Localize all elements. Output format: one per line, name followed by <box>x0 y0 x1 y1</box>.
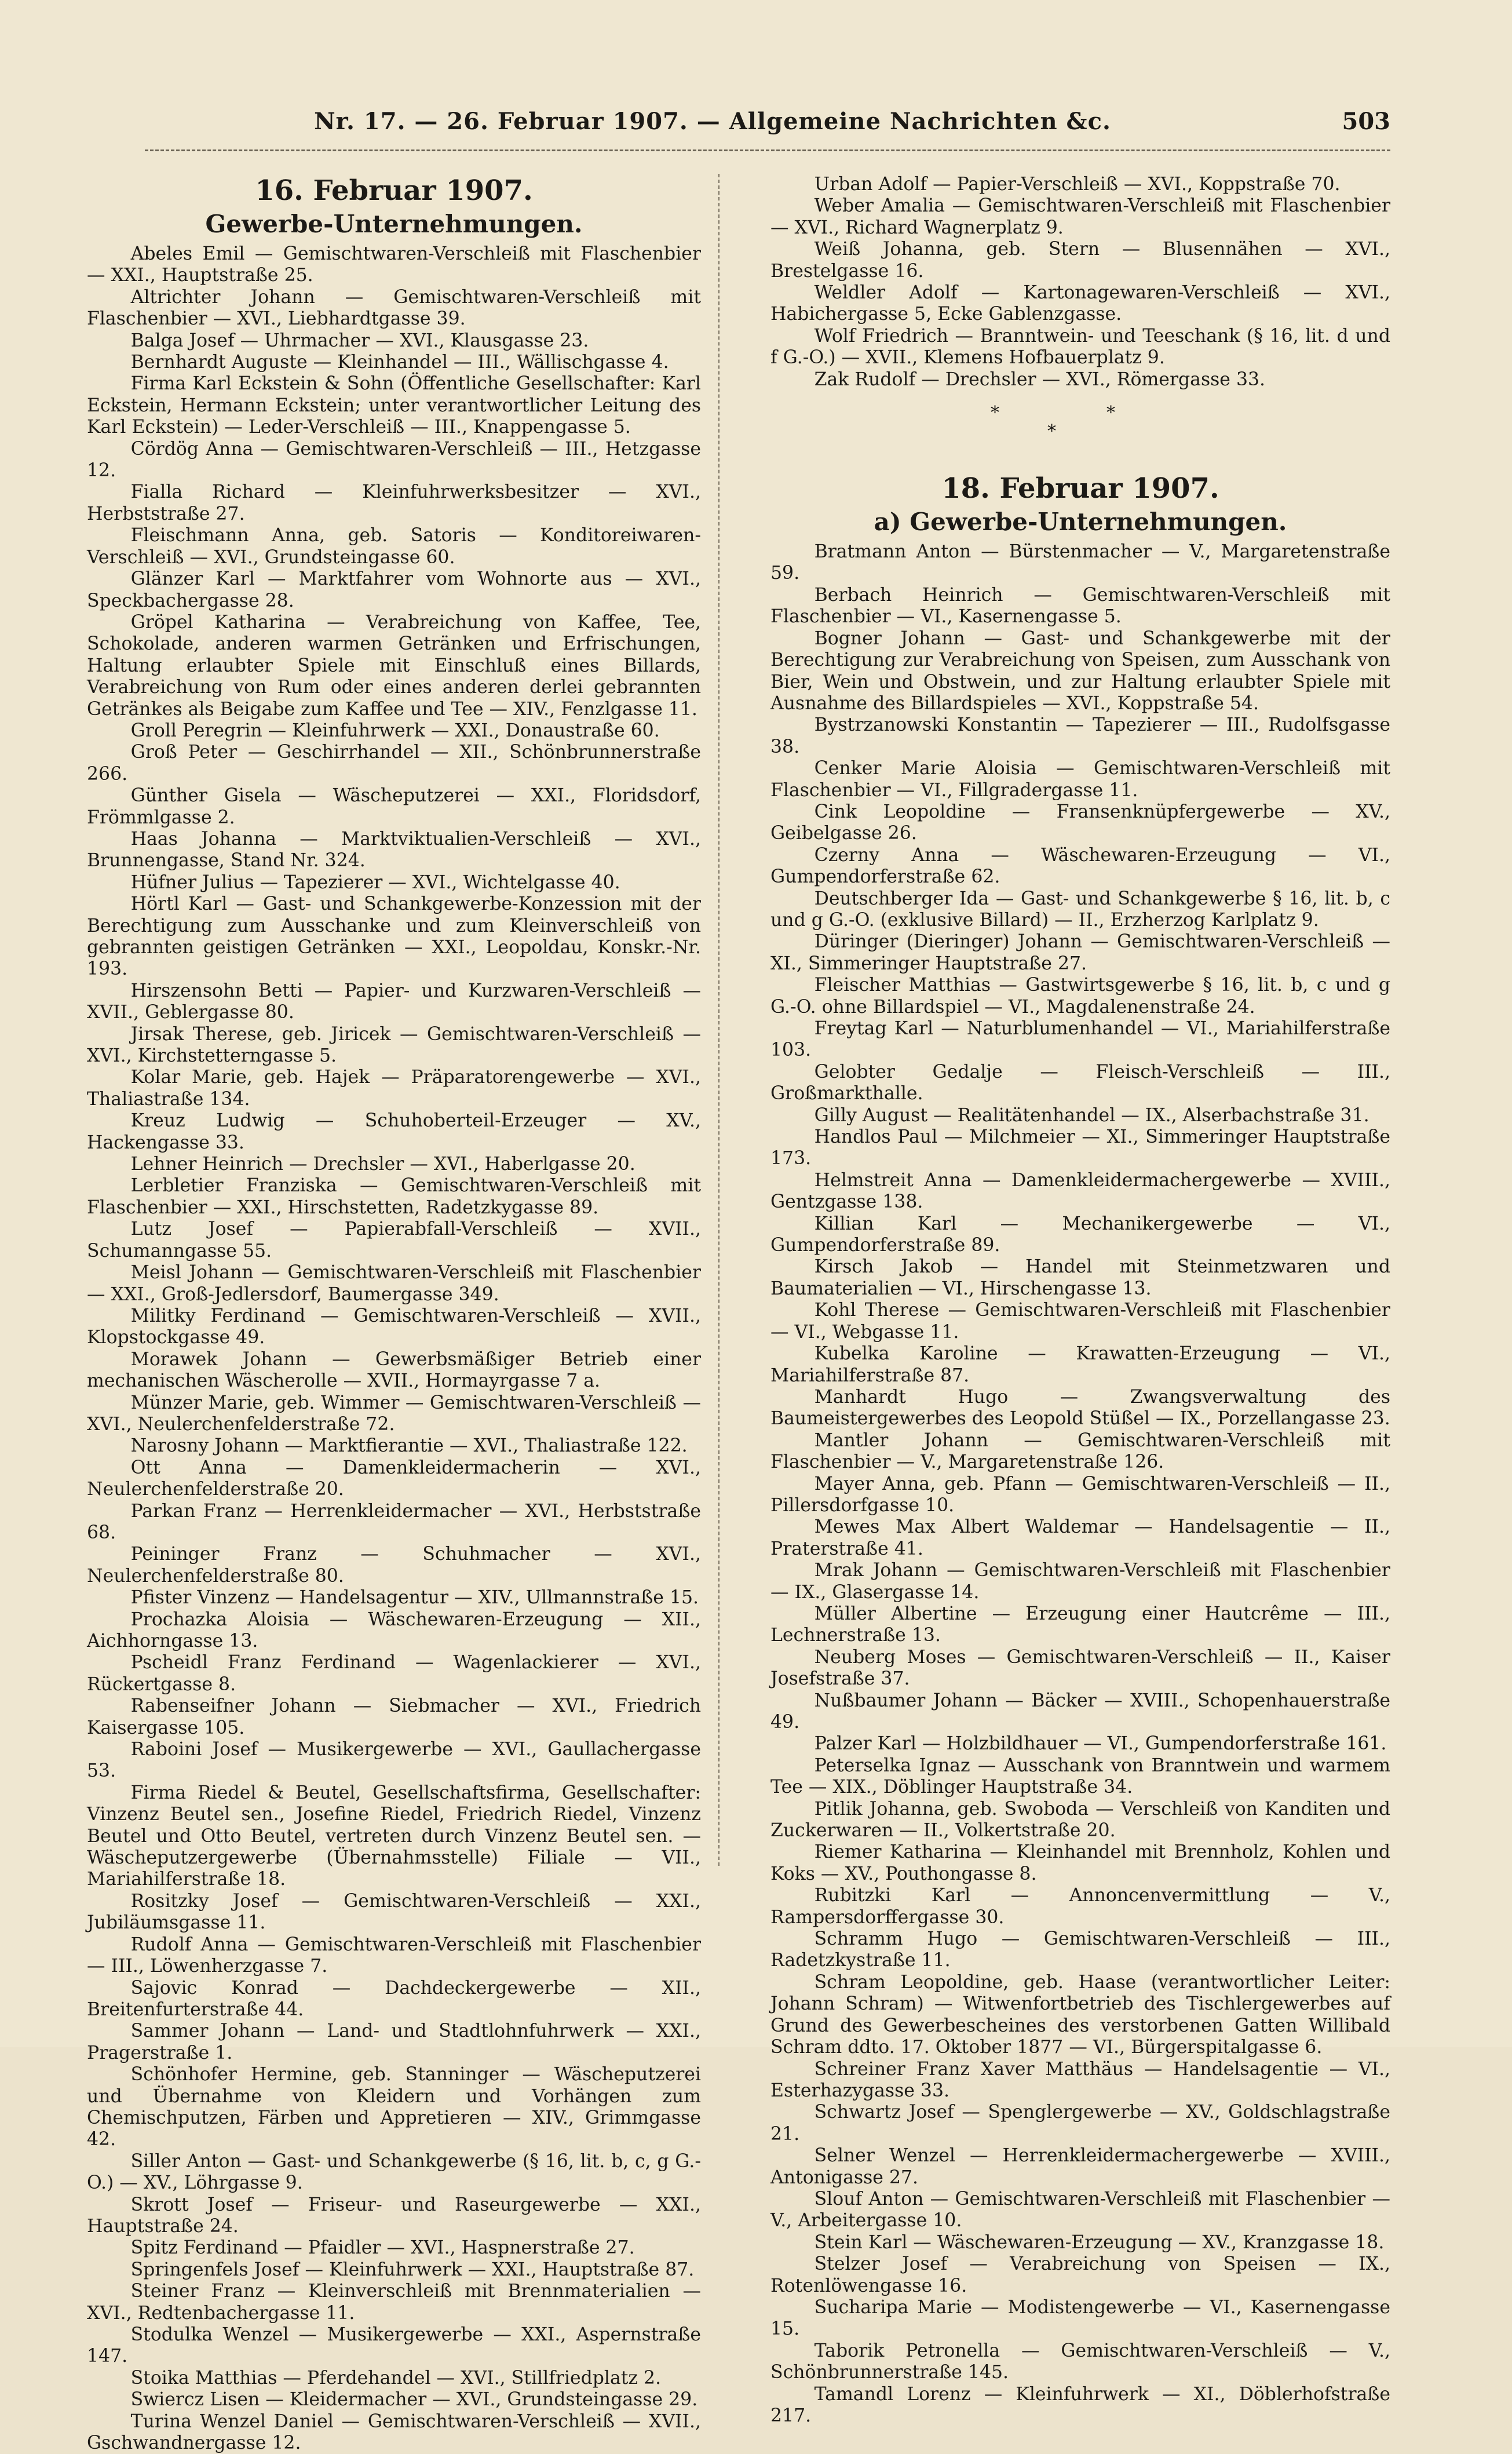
list-item: Parkan Franz — Herrenkleidermacher — XVI., Herbststraße 68. <box>87 1500 701 1543</box>
list-item: Slouf Anton — Gemischtwaren-Verschleiß mit Flaschenbier — V., Arbeitergasse 10. <box>770 2188 1390 2231</box>
list-item: Gilly August — Realitätenhandel — IX., Alserbachstraße 31. <box>814 1104 1369 1126</box>
list-item: Springenfels Josef — Kleinfuhrwerk — XXI., Hauptstraße 87. <box>130 2259 695 2280</box>
separator-stars <box>770 391 1390 454</box>
list-item: Lehner Heinrich — Drechsler — XVI., Haberlgasse 20. <box>130 1154 636 1175</box>
list-item: Tamandl Lorenz — Kleinfuhrwerk — XI., Döblerhofstraße 217. <box>770 2383 1390 2426</box>
entry-list-right <box>770 541 1390 2427</box>
list-item: Pfister Vinzenz — Handelsagentur — XIV., Ullmannstraße 15. <box>130 1587 699 1609</box>
list-item: Deutschberger Ida — Gast- und Schankgewerbe § 16, lit. b, c und g G.-O. (exklusive Billard) — II., Erzherzog Karlplatz 9. <box>770 888 1390 931</box>
list-item: Düringer (Dieringer) Johann — Gemischtwaren-Verschleiß — XI., Simmeringer Hauptstraße 27. <box>770 931 1390 974</box>
list-item: Sammer Johann — Land- und Stadtlohnfuhrwerk — XXI., Pragerstraße 1. <box>87 2021 701 2063</box>
list-item: Urban Adolf — Papier-Verschleiß — XVI., Koppstraße 70. <box>814 174 1341 195</box>
section-heading-a-gewerbe: a) Gewerbe-Unternehmungen. <box>874 508 1287 537</box>
list-item: Schönhofer Hermine, geb. Stanninger — Wäscheputzerei und Übernahme von Kleidern und Vorhängen zum Chemischputzen, Färben und Appretieren — XIV., Grimmgasse 42. <box>87 2064 701 2150</box>
list-item: Spitz Ferdinand — Pfaidler — XVI., Haspnerstraße 27. <box>130 2237 635 2259</box>
list-item: Siller Anton — Gast- und Schankgewerbe (§ 16, lit. b, c, g G.-O.) — XV., Löhrgasse 9. <box>87 2150 701 2194</box>
list-item: Fialla Richard — Kleinfuhrwerksbesitzer — XVI., Herbststraße 27. <box>87 482 701 524</box>
list-item: Prochazka Aloisia — Wäschewaren-Erzeugung — XII., Aichhorngasse 13. <box>87 1609 701 1651</box>
list-item: Schram Leopoldine, geb. Haase (verantwortlicher Leiter: Johann Schram) — Witwenfortbetrieb des Tischlergewerbes auf Grund des Gewerbescheines des verstorbenen Gatten Willibald Schram ddto. 17. Oktober 1877 — VI., Bürgerspitalgasse 6. <box>770 1971 1390 2058</box>
list-item: Neuberg Moses — Gemischtwaren-Verschleiß — II., Kaiser Josefstraße 37. <box>770 1646 1390 1690</box>
list-item: Weiß Johanna, geb. Stern — Blusennähen — XVI., Brestelgasse 16. <box>770 239 1390 282</box>
list-item: Groß Peter — Geschirrhandel — XII., Schönbrunnerstraße 266. <box>87 742 701 785</box>
list-item: Schramm Hugo — Gemischtwaren-Verschleiß — III., Radetzkystraße 11. <box>770 1928 1390 1971</box>
list-item: Rudolf Anna — Gemischtwaren-Verschleiß mit Flaschenbier — III., Löwenherzgasse 7. <box>87 1934 701 1977</box>
list-item: Kolar Marie, geb. Hajek — Präparatorengewerbe — XVI., Thaliastraße 134. <box>87 1067 701 1110</box>
list-item: Czerny Anna — Wäschewaren-Erzeugung — VI., Gumpendorferstraße 62. <box>770 844 1390 888</box>
list-item: Mayer Anna, geb. Pfann — Gemischtwaren-Verschleiß — II., Pillersdorfgasse 10. <box>770 1473 1390 1516</box>
list-item: Glänzer Karl — Marktfahrer vom Wohnorte aus — XVI., Speckbachergasse 28. <box>87 568 701 611</box>
running-title: Nr. 17. — 26. Februar 1907. — Allgemeine Nachrichten &c. <box>314 108 1111 135</box>
list-item: Schreiner Franz Xaver Matthäus — Handelsagentie — VI., Esterhazygasse 33. <box>770 2058 1390 2101</box>
list-item: Kohl Therese — Gemischtwaren-Verschleiß mit Flaschenbier — VI., Webgasse 11. <box>770 1300 1390 1343</box>
list-item: Hirszensohn Betti — Papier- und Kurzwaren-Verschleiß — XVII., Geblergasse 80. <box>87 980 701 1023</box>
page-header <box>139 102 1390 148</box>
header-rule <box>145 149 1390 151</box>
list-item: Killian Karl — Mechanikergewerbe — VI., Gumpendorferstraße 89. <box>770 1213 1390 1256</box>
list-item: Meisl Johann — Gemischtwaren-Verschleiß mit Flaschenbier — XXI., Groß-Jedlersdorf, Baumergasse 349. <box>87 1262 701 1305</box>
list-item: Firma Karl Eckstein & Sohn (Öffentliche Gesellschafter: Karl Eckstein, Hermann Eckstein; unter verantwortlicher Leitung des Karl Eckstein) — Leder-Verschleiß — III., Knappengasse 5. <box>87 373 701 438</box>
list-item: Weldler Adolf — Kartonagewaren-Verschleiß — XVI., Habichergasse 5, Ecke Gablenzgasse. <box>770 282 1390 325</box>
list-item: Ott Anna — Damenkleidermacherin — XVI., Neulerchenfelderstraße 20. <box>87 1457 701 1500</box>
list-item: Abeles Emil — Gemischtwaren-Verschleiß mit Flaschenbier — XXI., Hauptstraße 25. <box>87 243 701 286</box>
list-item: Handlos Paul — Milchmeier — XI., Simmeringer Hauptstraße 173. <box>770 1126 1390 1169</box>
list-item: Cenker Marie Aloisia — Gemischtwaren-Verschleiß mit Flaschenbier — VI., Fillgradergasse 11. <box>770 758 1390 801</box>
list-item: Firma Riedel & Beutel, Gesellschaftsfirma, Gesellschafter: Vinzenz Beutel sen., Josefine Riedel, Friedrich Riedel, Vinzenz Beutel und Otto Beutel, vertreten durch Vinzenz Beutel sen. — Wäscheputzergewerbe (Übernahmsstelle) Filiale — VII., Mariahilferstraße 18. <box>87 1782 701 1890</box>
list-item: Selner Wenzel — Herrenkleidermachergewerbe — XVIII., Antonigasse 27. <box>770 2145 1390 2188</box>
list-item: Kirsch Jakob — Handel mit Steinmetzwaren und Baumaterialien — VI., Hirschengasse 13. <box>770 1256 1390 1299</box>
list-item: Skrott Josef — Friseur- und Raseurgewerbe — XXI., Hauptstraße 24. <box>87 2194 701 2237</box>
list-item: Narosny Johann — Marktfierantie — XVI., Thaliastraße 122. <box>130 1435 688 1457</box>
list-item: Bogner Johann — Gast- und Schankgewerbe mit der Berechtigung zur Verabreichung von Speisen, zum Ausschank von Bier, Wein und Obstwein, und zur Haltung erlaubter Spiele mit Ausnahme des Billardspieles — XVI., Koppstraße 54. <box>770 628 1390 714</box>
list-item: Cink Leopoldine — Fransenknüpfergewerbe — XV., Geibelgasse 26. <box>770 801 1390 844</box>
list-item: Berbach Heinrich — Gemischtwaren-Verschleiß mit Flaschenbier — VI., Kasernengasse 5. <box>770 584 1390 628</box>
list-item: Peterselka Ignaz — Ausschank von Branntwein und warmem Tee — XIX., Döblinger Hauptstraße 34. <box>770 1755 1390 1798</box>
list-item: Riemer Katharina — Kleinhandel mit Brennholz, Kohlen und Koks — XV., Pouthongasse 8. <box>770 1842 1390 1884</box>
list-item: Groll Peregrin — Kleinfuhrwerk — XXI., Donaustraße 60. <box>130 720 660 741</box>
entry-list-left <box>87 243 701 2454</box>
list-item: Palzer Karl — Holzbildhauer — VI., Gumpendorferstraße 161. <box>814 1733 1387 1755</box>
list-item: Rositzky Josef — Gemischtwaren-Verschleiß — XXI., Jubiläumsgasse 11. <box>87 1890 701 1934</box>
list-item: Militky Ferdinand — Gemischtwaren-Verschleiß — XVII., Klopstockgasse 49. <box>87 1305 701 1348</box>
list-item: Haas Johanna — Marktviktualien-Verschleiß — XVI., Brunnengasse, Stand Nr. 324. <box>87 828 701 872</box>
list-item: Gröpel Katharina — Verabreichung von Kaffee, Tee, Schokolade, anderen warmen Getränken und Erfrischungen, Haltung erlaubter Spiele mit Einschluß eines Billards, Verabreichung von Rum oder eines anderen derlei gebrannten Getränkes als Beigabe zum Kaffee und Tee — XIV., Fenzlgasse 11. <box>87 611 701 720</box>
list-item: Freytag Karl — Naturblumenhandel — VI., Mariahilferstraße 103. <box>770 1018 1390 1061</box>
list-item: Bratmann Anton — Bürstenmacher — V., Margaretenstraße 59. <box>770 541 1390 584</box>
star: * <box>991 403 999 424</box>
list-item: Hüfner Julius — Tapezierer — XVI., Wichtelgasse 40. <box>130 872 620 893</box>
list-item: Mrak Johann — Gemischtwaren-Verschleiß mit Flaschenbier — IX., Glasergasse 14. <box>770 1560 1390 1603</box>
list-item: Pscheidl Franz Ferdinand — Wagenlackierer — XVI., Rückertgasse 8. <box>87 1652 701 1695</box>
entry-list-continued <box>770 174 1390 391</box>
list-item: Stein Karl — Wäschewaren-Erzeugung — XV., Kranzgasse 18. <box>814 2231 1385 2253</box>
star: * <box>1106 403 1115 424</box>
list-item: Gelobter Gedalje — Fleisch-Verschleiß — III., Großmarkthalle. <box>770 1061 1390 1104</box>
list-item: Sajovic Konrad — Dachdeckergewerbe — XII., Breitenfurterstraße 44. <box>87 1977 701 2020</box>
list-item: Cördög Anna — Gemischtwaren-Verschleiß — III., Hetzgasse 12. <box>87 438 701 482</box>
section-heading-gewerbe: Gewerbe-Unternehmungen. <box>205 210 583 238</box>
date-heading-16-feb: 16. Februar 1907. <box>255 174 533 207</box>
list-item: Stoika Matthias — Pferdehandel — XVI., Stillfriedplatz 2. <box>130 2367 662 2389</box>
list-item: Weber Amalia — Gemischtwaren-Verschleiß mit Flaschenbier — XVI., Richard Wagnerplatz 9. <box>770 195 1390 238</box>
list-item: Günther Gisela — Wäscheputzerei — XXI., Floridsdorf, Frömmlgasse 2. <box>87 785 701 828</box>
right-column <box>770 174 1390 2427</box>
list-item: Swiercz Lisen — Kleidermacher — XVI., Grundsteingasse 29. <box>130 2389 698 2411</box>
list-item: Fleischer Matthias — Gastwirtsgewerbe § 16, lit. b, c und g G.-O. ohne Billardspiel — VI., Magdalenenstraße 24. <box>770 975 1390 1018</box>
list-item: Helmstreit Anna — Damenkleidermachergewerbe — XVIII., Gentzgasse 138. <box>770 1169 1390 1213</box>
list-item: Mewes Max Albert Waldemar — Handelsagentie — II., Praterstraße 41. <box>770 1516 1390 1559</box>
list-item: Rabenseifner Johann — Siebmacher — XVI., Friedrich Kaisergasse 105. <box>87 1695 701 1738</box>
list-item: Lerbletier Franziska — Gemischtwaren-Verschleiß mit Flaschenbier — XXI., Hirschstetten, Radetzkygasse 89. <box>87 1175 701 1218</box>
list-item: Kubelka Karoline — Krawatten-Erzeugung — VI., Mariahilferstraße 87. <box>770 1343 1390 1386</box>
list-item: Nußbaumer Johann — Bäcker — XVIII., Schopenhauerstraße 49. <box>770 1690 1390 1733</box>
list-item: Zak Rudolf — Drechsler — XVI., Römergasse 33. <box>814 369 1266 390</box>
list-item: Manhardt Hugo — Zwangsverwaltung des Baumeistergewerbes des Leopold Stüßel — IX., Porzellangasse 23. <box>770 1386 1390 1430</box>
list-item: Bystrzanowski Konstantin — Tapezierer — III., Rudolfsgasse 38. <box>770 714 1390 757</box>
list-item: Fleischmann Anna, geb. Satoris — Konditoreiwaren-Verschleiß — XVI., Grundsteingasse 60. <box>87 525 701 568</box>
list-item: Mantler Johann — Gemischtwaren-Verschleiß mit Flaschenbier — V., Margaretenstraße 126. <box>770 1430 1390 1473</box>
column-divider <box>718 174 720 1866</box>
list-item: Sucharipa Marie — Modistengewerbe — VI., Kasernengasse 15. <box>770 2296 1390 2340</box>
page-number: 503 <box>1342 108 1390 135</box>
list-item: Turina Wenzel Daniel — Gemischtwaren-Verschleiß — XVII., Gschwandnergasse 12. <box>87 2411 701 2454</box>
list-item: Hörtl Karl — Gast- und Schankgewerbe-Konzession mit der Berechtigung zum Ausschanke und zum Kleinverschleiß von gebrannten geistigen Getränken — XXI., Leopoldau, Konskr.-Nr. 193. <box>87 894 701 980</box>
list-item: Balga Josef — Uhrmacher — XVI., Klausgasse 23. <box>130 330 589 351</box>
list-item: Rubitzki Karl — Annoncenvermittlung — V., Rampersdorffergasse 30. <box>770 1885 1390 1928</box>
left-column <box>87 174 701 2454</box>
list-item: Lutz Josef — Papierabfall-Verschleiß — XVII., Schumanngasse 55. <box>87 1219 701 1261</box>
list-item: Wolf Friedrich — Branntwein- und Teeschank (§ 16, lit. d und f G.-O.) — XVII., Klemens Hofbauerplatz 9. <box>770 325 1390 369</box>
list-item: Raboini Josef — Musikergewerbe — XVI., Gaullachergasse 53. <box>87 1739 701 1782</box>
list-item: Jirsak Therese, geb. Jiricek — Gemischtwaren-Verschleiß — XVI., Kirchstetterngasse 5. <box>87 1023 701 1067</box>
list-item: Stelzer Josef — Verabreichung von Speisen — IX., Rotenlöwengasse 16. <box>770 2254 1390 2296</box>
list-item: Morawek Johann — Gewerbsmäßiger Betrieb einer mechanischen Wäscherolle — XVII., Hormayrgasse 7 a. <box>87 1348 701 1392</box>
list-item: Peininger Franz — Schuhmacher — XVI., Neulerchenfelderstraße 80. <box>87 1544 701 1587</box>
list-item: Kreuz Ludwig — Schuhoberteil-Erzeuger — XV., Hackengasse 33. <box>87 1110 701 1153</box>
list-item: Altrichter Johann — Gemischtwaren-Verschleiß mit Flaschenbier — XVI., Liebhardtgasse 39. <box>87 286 701 330</box>
list-item: Steiner Franz — Kleinverschleiß mit Brennmaterialien — XVI., Redtenbachergasse 11. <box>87 2281 701 2324</box>
list-item: Bernhardt Auguste — Kleinhandel — III., Wällischgasse 4. <box>130 352 669 373</box>
list-item: Münzer Marie, geb. Wimmer — Gemischtwaren-Verschleiß — XVI., Neulerchenfelderstraße 72. <box>87 1392 701 1435</box>
list-item: Taborik Petronella — Gemischtwaren-Verschleiß — V., Schönbrunnerstraße 145. <box>770 2340 1390 2383</box>
list-item: Schwartz Josef — Spenglergewerbe — XV., Goldschlagstraße 21. <box>770 2102 1390 2145</box>
date-heading-18-feb: 18. Februar 1907. <box>941 472 1219 505</box>
list-item: Stodulka Wenzel — Musikergewerbe — XXI., Aspernstraße 147. <box>87 2324 701 2367</box>
star: * <box>1047 421 1056 442</box>
list-item: Müller Albertine — Erzeugung einer Hautcrême — III., Lechnerstraße 13. <box>770 1603 1390 1646</box>
list-item: Pitlik Johanna, geb. Swoboda — Verschleiß von Kanditen und Zuckerwaren — II., Volkertstraße 20. <box>770 1798 1390 1842</box>
